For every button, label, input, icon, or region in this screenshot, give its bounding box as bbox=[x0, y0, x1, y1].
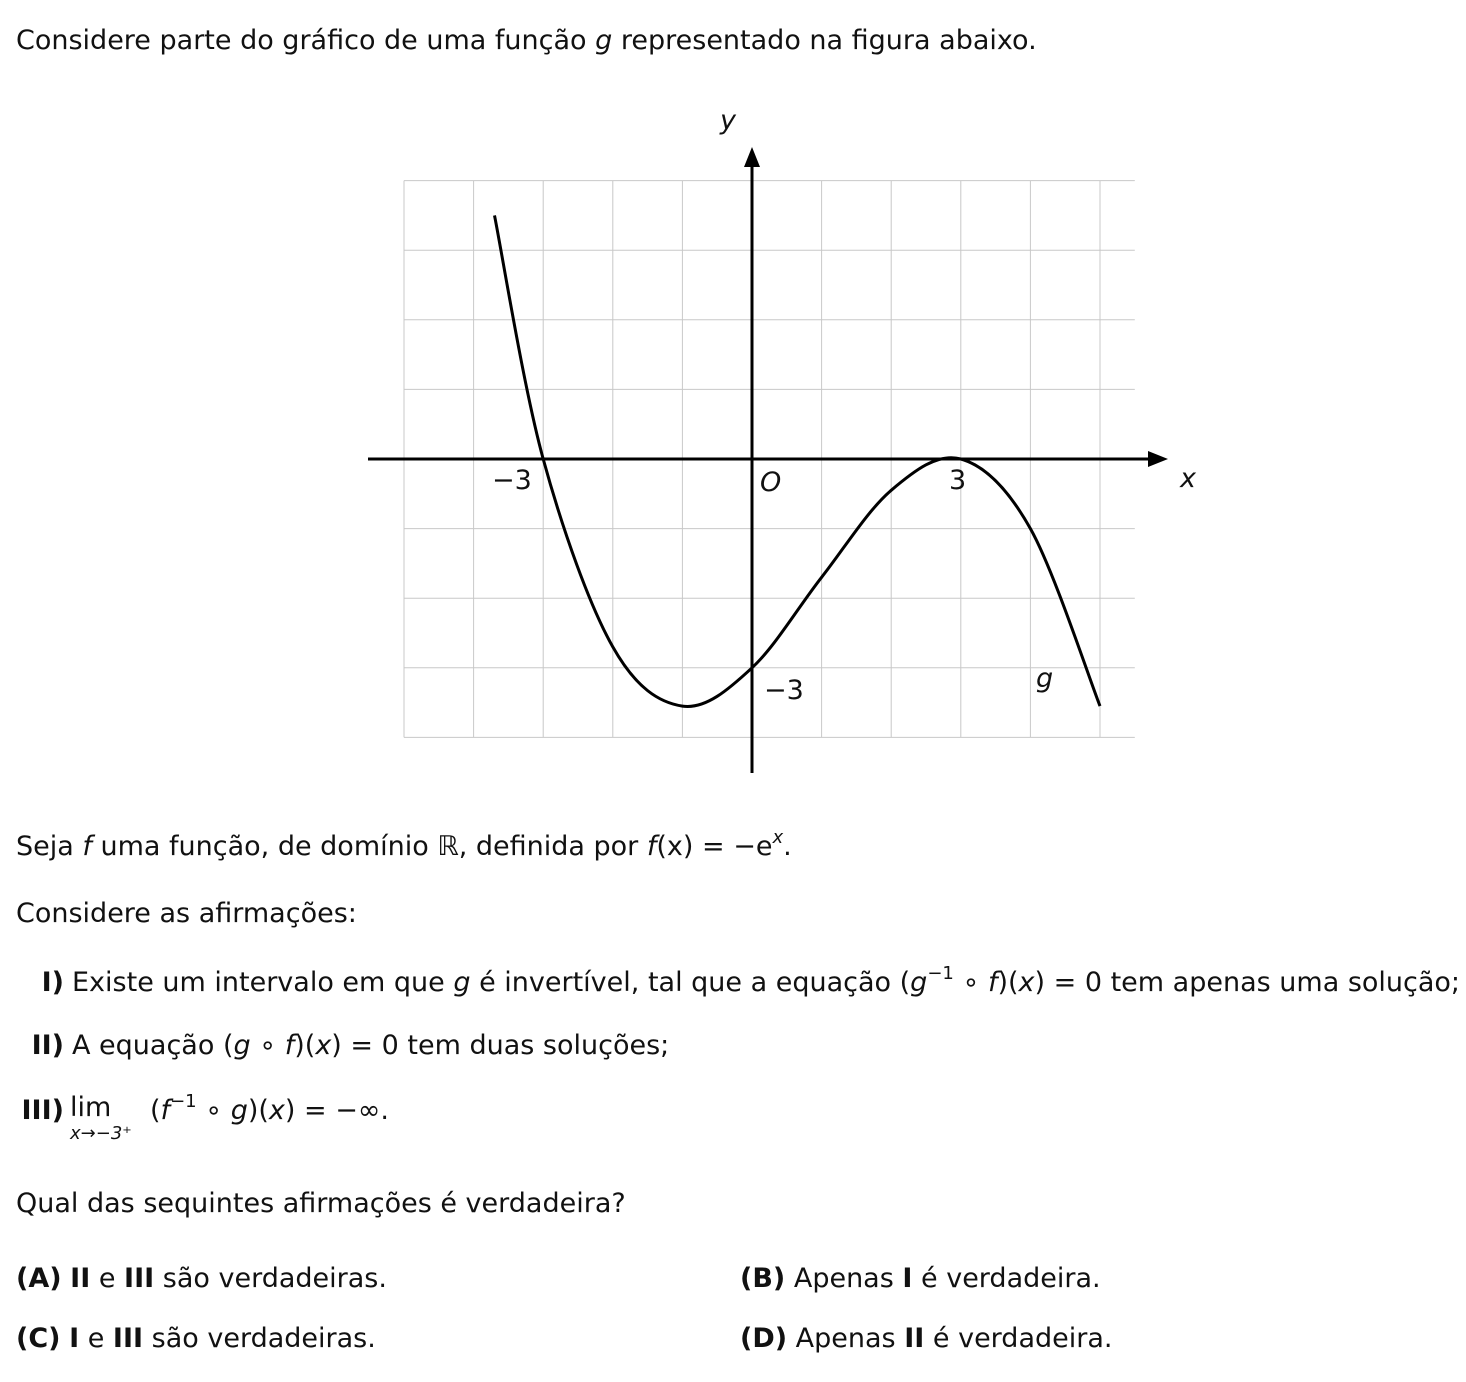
intro-g: g bbox=[595, 25, 613, 56]
stmt-III-x: x bbox=[268, 1095, 285, 1126]
stmt-I-a: Existe um intervalo em que bbox=[72, 967, 454, 998]
option-B[interactable] bbox=[740, 1262, 1101, 1296]
stmt-I-x: x bbox=[1018, 967, 1035, 998]
limit-subscript: x→−3⁺ bbox=[70, 1123, 132, 1144]
y-tick-label-neg3: −3 bbox=[764, 675, 804, 706]
stmt-III-sup: −1 bbox=[170, 1091, 197, 1112]
origin-label: O bbox=[760, 467, 782, 498]
definition-f bbox=[16, 827, 792, 864]
def-f-symbol: f bbox=[82, 831, 92, 862]
consider-statements: Considere as afirmações: bbox=[16, 898, 357, 929]
def-mid: uma função, de domínio ℝ, definida por bbox=[91, 831, 647, 862]
option-B-p3: é verdadeira. bbox=[912, 1263, 1101, 1294]
x-tick-label-3: 3 bbox=[949, 465, 967, 496]
stmt-I-e: ) = 0 tem apenas uma solução; bbox=[1034, 967, 1461, 998]
y-axis-label: y bbox=[720, 105, 736, 136]
def-expression: (x) = −e bbox=[656, 831, 773, 862]
option-A-letter: (A) bbox=[16, 1263, 62, 1294]
statement-II bbox=[72, 1029, 669, 1063]
intro-after: representado na figura abaixo. bbox=[612, 25, 1037, 56]
question-text: Qual das sequintes afirmações é verdadeira? bbox=[16, 1188, 626, 1219]
option-D-letter: (D) bbox=[740, 1323, 788, 1354]
option-B-p1: Apenas bbox=[785, 1263, 903, 1294]
statement-I-numeral: I) bbox=[41, 967, 64, 998]
stmt-II-a: A equação ( bbox=[72, 1030, 234, 1061]
stmt-II-b: ∘ bbox=[250, 1030, 285, 1061]
stmt-III-g: g bbox=[230, 1095, 248, 1126]
option-C-p1: I bbox=[69, 1323, 80, 1354]
statement-III-numeral: III) bbox=[21, 1095, 64, 1126]
def-fx: f bbox=[646, 831, 657, 862]
stmt-II-d: ) = 0 tem duas soluções; bbox=[331, 1030, 670, 1061]
stmt-I-g2: g bbox=[910, 967, 928, 998]
stmt-I-b: é invertível, tal que a equação ( bbox=[470, 967, 911, 998]
stmt-I-d: )( bbox=[997, 967, 1019, 998]
def-exponent: x bbox=[772, 827, 784, 848]
limit-operator: lim bbox=[70, 1092, 112, 1123]
stmt-III-open: ( bbox=[150, 1095, 161, 1126]
curve-label-g: g bbox=[1036, 663, 1054, 694]
statement-I bbox=[72, 963, 1461, 1000]
y-axis-arrow bbox=[744, 147, 760, 167]
option-B-p2: I bbox=[902, 1263, 913, 1294]
stmt-II-c: )( bbox=[294, 1030, 316, 1061]
option-A[interactable] bbox=[16, 1262, 387, 1296]
intro-before: Considere parte do gráfico de uma função bbox=[16, 25, 596, 56]
stmt-II-x: x bbox=[315, 1030, 332, 1061]
option-A-p3: III bbox=[124, 1263, 155, 1294]
option-D-p3: é verdadeira. bbox=[924, 1323, 1113, 1354]
def-end: . bbox=[783, 831, 792, 862]
stmt-I-c: ∘ bbox=[953, 967, 988, 998]
option-D-p2: II bbox=[904, 1323, 925, 1354]
stmt-I-f: f bbox=[987, 967, 998, 998]
stmt-III-mid: ∘ bbox=[196, 1095, 231, 1126]
stmt-II-f: f bbox=[284, 1030, 295, 1061]
option-B-letter: (B) bbox=[740, 1263, 786, 1294]
statement-II-numeral: II) bbox=[31, 1030, 64, 1061]
x-axis-arrow bbox=[1148, 451, 1168, 467]
option-C-p2: e bbox=[79, 1323, 113, 1354]
x-tick-label-neg3: −3 bbox=[492, 465, 532, 496]
option-A-p1: II bbox=[70, 1263, 91, 1294]
option-C-p3: III bbox=[112, 1323, 144, 1354]
option-A-p4: são verdadeiras. bbox=[154, 1263, 387, 1294]
stmt-III-end: ) = −∞. bbox=[284, 1095, 389, 1126]
x-axis-label: x bbox=[1180, 463, 1196, 494]
option-D[interactable] bbox=[740, 1322, 1112, 1356]
option-C-letter: (C) bbox=[16, 1323, 61, 1354]
stmt-I-g: g bbox=[453, 967, 471, 998]
stmt-III-close: )( bbox=[247, 1095, 269, 1126]
option-A-p2: e bbox=[90, 1263, 125, 1294]
def-seja: Seja bbox=[16, 831, 83, 862]
curve-g bbox=[495, 215, 1101, 706]
option-C[interactable] bbox=[16, 1322, 376, 1356]
stmt-II-g: g bbox=[233, 1030, 251, 1061]
stmt-III-f: f bbox=[160, 1095, 171, 1126]
option-D-p1: Apenas bbox=[787, 1323, 905, 1354]
option-C-p4: são verdadeiras. bbox=[143, 1323, 376, 1354]
statement-III bbox=[150, 1091, 389, 1128]
stmt-I-sup: −1 bbox=[927, 963, 954, 984]
